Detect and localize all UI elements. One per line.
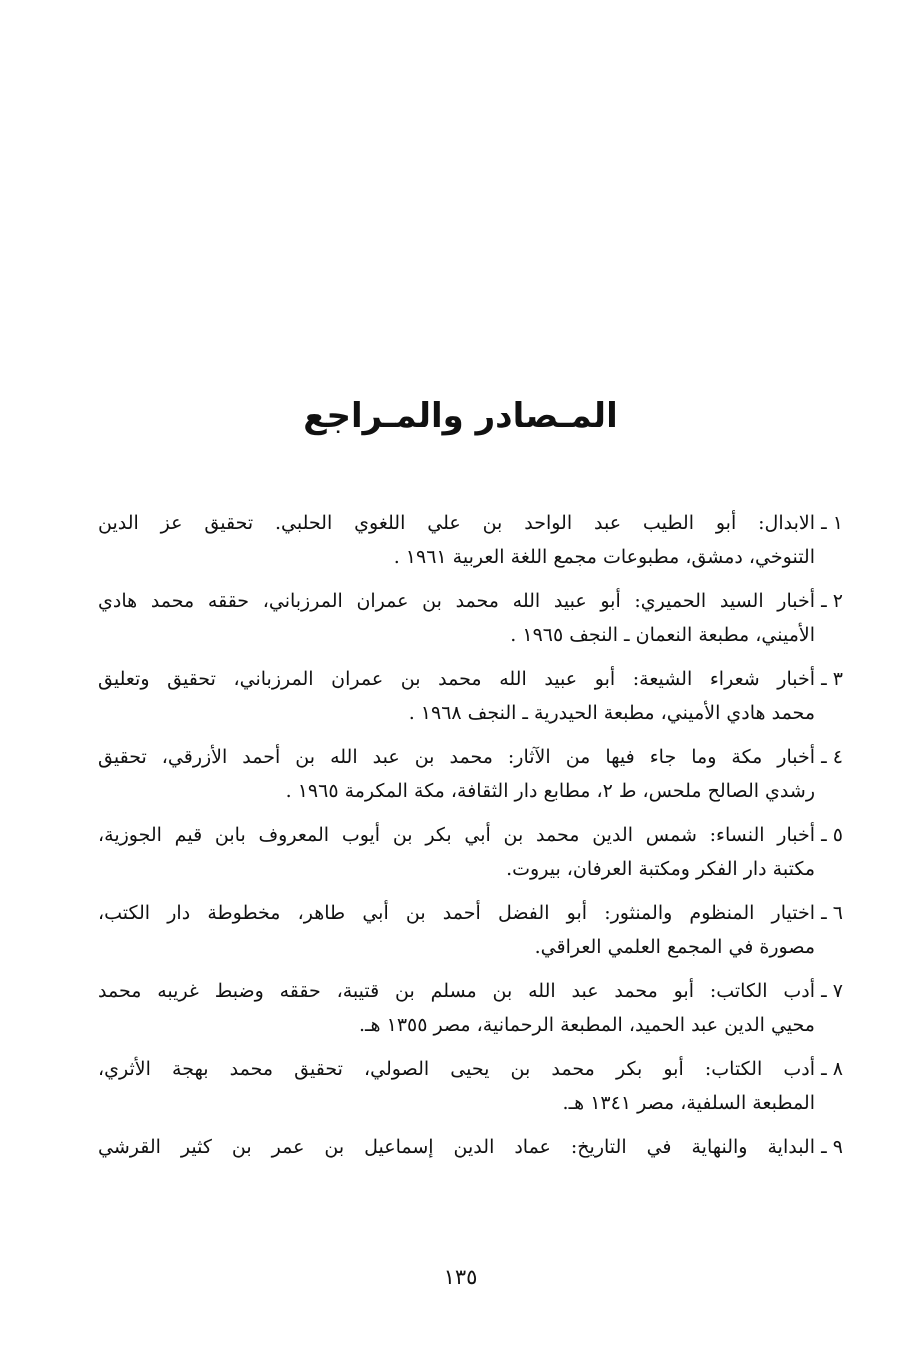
entry-line-2: رشدي الصالح ملحس، ط ٢، مطابع دار الثقافة، مكة المكرمة ١٩٦٥ . [285, 780, 815, 802]
entry-line-2: محمد هادي الأميني، مطبعة الحيدرية ـ النجف ١٩٦٨ . [408, 702, 815, 724]
entry-line-2: مكتبة دار الفكر ومكتبة العرفان، بيروت. [506, 858, 815, 880]
entry-number: ٦ ـ [821, 902, 843, 924]
page-title: المـصادر والمـراجع [303, 396, 618, 436]
entry-line-1: أخبار مكة وما جاء فيها من الآثار: محمد بن عبد الله بن أحمد الأزرقي، تحقيق [98, 746, 815, 768]
reference-entry-5 [98, 818, 843, 886]
entry-number: ٧ ـ [821, 980, 843, 1002]
reference-entry-1 [98, 506, 843, 574]
entry-line-1: أدب الكتاب: أبو بكر محمد بن يحيى الصولي، تحقيق محمد بهجة الأثري، [98, 1058, 815, 1080]
entry-line-1: أخبار شعراء الشيعة: أبو عبيد الله محمد بن عمران المرزباني، تحقيق وتعليق [98, 668, 815, 690]
entry-line-1: أدب الكاتب: أبو محمد عبد الله بن مسلم بن قتيبة، حققه وضبط غريبه محمد [98, 980, 815, 1002]
reference-entry-6 [98, 896, 843, 964]
entry-number: ٨ ـ [821, 1058, 843, 1080]
reference-entry-4 [98, 740, 843, 808]
entry-line-1: اختيار المنظوم والمنثور: أبو الفضل أحمد بن أبي طاهر، مخطوطة دار الكتب، [98, 902, 815, 924]
entry-line-2: محيي الدين عبد الحميد، المطبعة الرحمانية، مصر ١٣٥٥ هـ. [358, 1014, 815, 1036]
reference-entry-2 [98, 584, 843, 652]
page-number: ١٣٥ [443, 1265, 478, 1289]
entry-line-1: أخبار السيد الحميري: أبو عبيد الله محمد بن عمران المرزباني، حققه محمد هادي [98, 590, 815, 612]
entry-line-1: البداية والنهاية في التاريخ: عماد الدين إسماعيل بن عمر بن كثير القرشي [98, 1136, 815, 1158]
entry-line-1: الابدال: أبو الطيب عبد الواحد بن علي اللغوي الحلبي. تحقيق عز الدين [98, 512, 815, 534]
entry-line-2: المطبعة السلفية، مصر ١٣٤١ هـ. [562, 1092, 815, 1114]
entry-number: ٥ ـ [821, 824, 843, 846]
entry-line-2: مصورة في المجمع العلمي العراقي. [534, 936, 815, 958]
reference-entry-8 [98, 1052, 843, 1120]
reference-entry-7 [98, 974, 843, 1042]
entry-line-2: الأميني، مطبعة النعمان ـ النجف ١٩٦٥ . [510, 624, 815, 646]
entry-line-1: أخبار النساء: شمس الدين محمد بن أبي بكر بن أيوب المعروف بابن قيم الجوزية، [98, 824, 815, 846]
entry-number: ٣ ـ [821, 668, 843, 690]
entry-number: ١ ـ [821, 512, 843, 534]
entry-number: ٤ ـ [821, 746, 843, 768]
entry-line-2: التنوخي، دمشق، مطبوعات مجمع اللغة العربية ١٩٦١ . [393, 546, 815, 568]
entry-number: ٢ ـ [821, 590, 843, 612]
entry-number: ٩ ـ [821, 1136, 843, 1158]
references-list [98, 506, 843, 1174]
reference-entry-3 [98, 662, 843, 730]
reference-entry-9 [98, 1130, 843, 1164]
